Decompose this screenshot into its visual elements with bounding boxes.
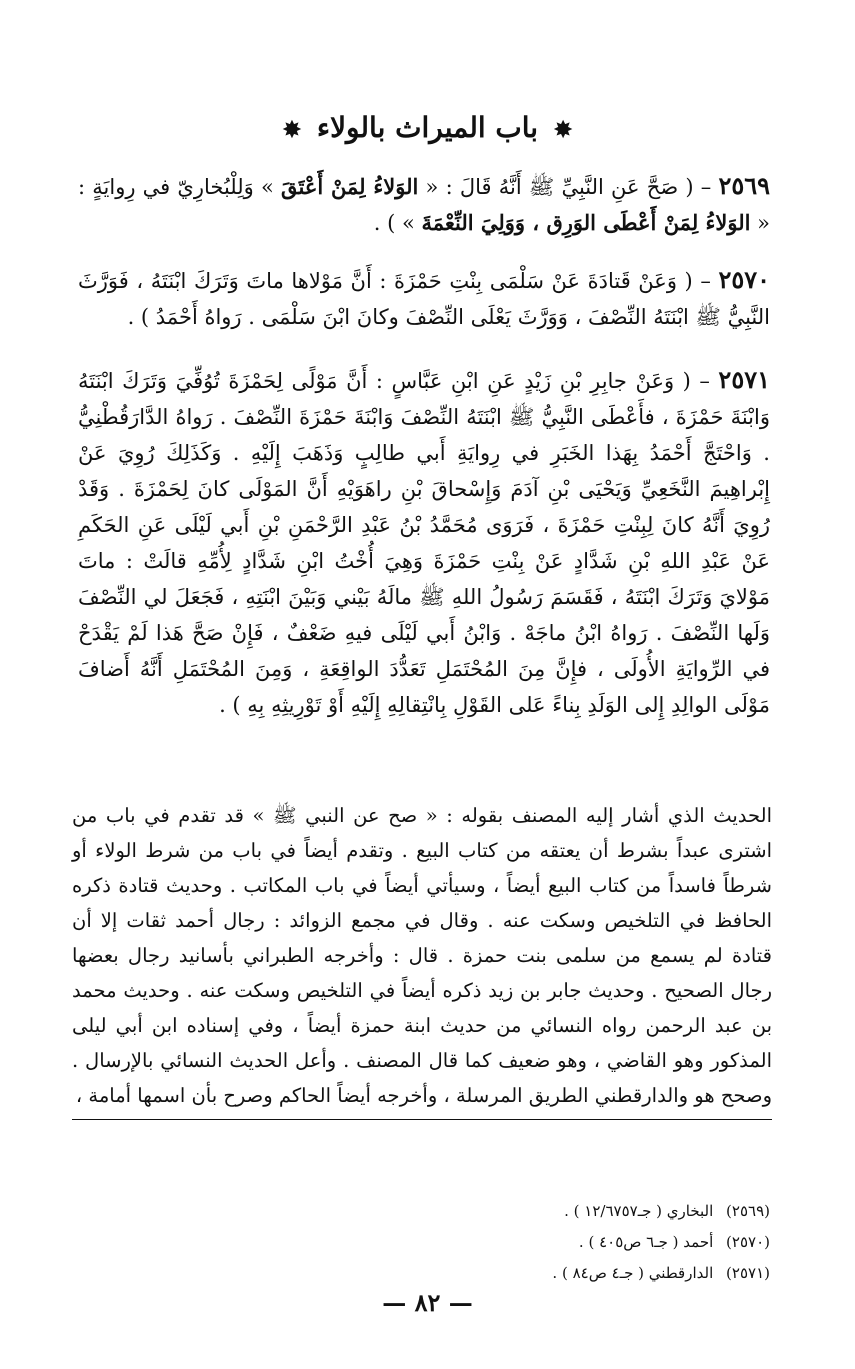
footnote bbox=[250, 1227, 770, 1258]
hadith-bold-text: الوَلاءُ لِمَنْ أَعْتَقَ bbox=[281, 174, 419, 199]
footnote bbox=[250, 1196, 770, 1227]
chapter-title bbox=[0, 108, 855, 150]
footnote-number: (٢٥٦٩) bbox=[726, 1202, 770, 1220]
hadith-text: – ( وَعَنْ قَتادَةَ عَنْ سَلْمَى بِنْتِ حَمْزَةَ : أَنَّ مَوْلاها ماتَ وَتَرَكَ ابْنَتَهُ ، فَوَرَّثَ النَّبِيُّ ﷺ ابْنَتَهُ النِّصْفَ ، وَوَرَّثَ يَعْلَى النِّصْفَ وكانَ ابْنَ سَلْمَى . رَواهُ أَحْمَدُ ) . bbox=[78, 269, 770, 329]
footnote-number: (٢٥٧١) bbox=[726, 1264, 770, 1282]
hadith-2570 bbox=[78, 262, 770, 335]
hadith-text: » وَلِلْبُخارِيّ في رِوايَةٍ : « bbox=[78, 175, 770, 235]
hadith-number: ٢٥٦٩ bbox=[718, 171, 770, 200]
ornament-star-icon: ✸ bbox=[282, 117, 302, 143]
footnote-text: الدارقطني ( جـ٤ ص٨٤ ) . bbox=[552, 1264, 714, 1282]
ornament-star-icon: ✸ bbox=[553, 117, 573, 143]
footnote-text: أحمد ( جـ٦ ص٤٠٥ ) . bbox=[578, 1233, 714, 1251]
hadith-text: – ( صَحَّ عَنِ النَّبِيِّ ﷺ أَنَّهُ قَالَ : « bbox=[418, 175, 712, 199]
footnotes bbox=[250, 1196, 770, 1289]
footnote-number: (٢٥٧٠) bbox=[726, 1233, 770, 1251]
hadith-2569 bbox=[78, 168, 770, 241]
hadith-number: ٢٥٧٠ bbox=[718, 265, 770, 294]
footnote bbox=[250, 1258, 770, 1289]
page-number: — ٨٢ — bbox=[382, 1288, 473, 1317]
hadith-2571 bbox=[78, 362, 770, 723]
chapter-title-text: باب الميراث بالولاء bbox=[316, 111, 539, 144]
commentary-paragraph: الحديث الذي أشار إليه المصنف بقوله : « صح عن النبي ﷺ » قد تقدم في باب من اشترى عبداً بشرط أن يعتقه من كتاب البيع . وتقدم أيضاً في باب من شرط الولاء أو شرطاً فاسداً من كتاب البيع أيضاً ، وسيأتي أيضاً في باب المكاتب . وحديث قتادة ذكره الحافظ في التلخيص وسكت عنه . وقال في مجمع الزوائد : رجال أحمد ثقات إلا أن قتادة لم يسمع من سلمى بنت حمزة . قال : وأخرجه الطبراني بأسانيد رجال بعضها رجال الصحيح . وحديث جابر بن زيد ذكره أيضاً في التلخيص وسكت عنه . وحديث محمد بن عبد الرحمن رواه النسائي من حديث ابنة حمزة أيضاً ، وفي إسناده ابن أبي ليلى المذكور وهو القاضي ، وهو ضعيف كما قال المصنف . وأعل الحديث النسائي بالإرسال . وصحح هو والدارقطني الطريق المرسلة ، وأخرجه أيضاً الحاكم وصرح بأن اسمها أمامة ، bbox=[72, 798, 772, 1120]
hadith-number: ٢٥٧١ bbox=[718, 365, 770, 394]
hadith-text: » ) . bbox=[373, 211, 422, 235]
footnote-text: البخاري ( جـ١٢/٦٧٥٧ ) . bbox=[564, 1202, 714, 1220]
hadith-bold-text: الوَلاءُ لِمَنْ أَعْطَى الوَرِق ، وَوَلِيَ النِّعْمَةَ bbox=[421, 210, 751, 235]
hadith-text: – ( وَعَنْ جابِرِ بْنِ زَيْدٍ عَنِ ابْنِ عَبَّاسٍ : أَنَّ مَوْلًى لِحَمْزَةَ تُوُفِّيَ وَتَرَكَ ابْنَتَهُ وَابْنَةَ حَمْزَةَ ، فأَعْطَى النَّبِيُّ ﷺ ابْنَتَهُ النِّصْفَ وَابْنَةَ حَمْزَةَ النِّصْفَ . رَواهُ الدَّارَقُطْنِيُّ . وَاحْتَجَّ أَحْمَدُ بِهَذا الخَبَرِ في رِوايَةِ أَبي طالِبٍ وَذَهَبَ إِلَيْهِ . وَكَذَلِكَ رُوِيَ عَنْ إِبْراهِيمَ النَّخَعِيِّ وَيَحْيَى بْنِ آدَمَ وَإِسْحاقَ بْنِ راهَوَيْهِ أَنَّ المَوْلَى كانَ لِحَمْزَةَ . وَقَدْ رُوِيَ أَنَّهُ كانَ لِبِنْتِ حَمْزَةَ ، فَرَوَى مُحَمَّدُ بْنُ عَبْدِ الرَّحْمَنِ بْنِ أَبي لَيْلَى عَنِ الحَكَمِ عَنْ عَبْدِ اللهِ بْنِ شَدَّادٍ عَنْ بِنْتِ حَمْزَةَ وَهِيَ أُخْتُ ابْنِ شَدَّادٍ لِأُمِّهِ قالَتْ : ماتَ مَوْلايَ وَتَرَكَ ابْنَتَهُ ، فَقَسَمَ رَسُولُ اللهِ ﷺ مالَهُ بَيْني وَبَيْنَ ابْنَتِهِ ، فَجَعَلَ لي النِّصْفَ وَلَها النِّصْفَ . رَواهُ ابْنُ ماجَهْ . وَابْنُ أَبي لَيْلَى فيهِ ضَعْفٌ ، فَإِنْ صَحَّ هَذا لَمْ يَقْدَحْ في الرِّوايَةِ الأُولَى ، فإِنَّ مِنَ المُحْتَمَلِ تَعَدُّدَ الواقِعَةِ ، وَمِنَ المُحْتَمَلِ أَنَّهُ أَضافَ مَوْلَى الوالِدِ إِلى الوَلَدِ بِناءً عَلى القَوْلِ بِانْتِقالِهِ إِلَيْهِ أَوْ تَوْرِيثِهِ بِهِ ) . bbox=[78, 369, 770, 717]
